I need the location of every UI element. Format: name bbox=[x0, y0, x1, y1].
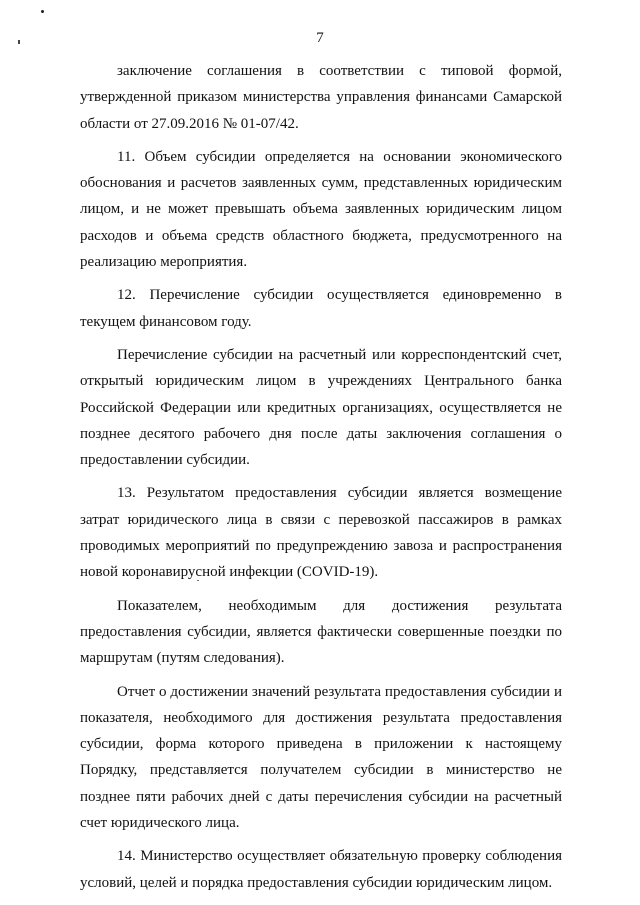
paragraph-transfer: Перечисление субсидии на расчетный или корреспондентский счет, открытый юридическим лицом в учреждениях Центрального банка Российской Федерации или кредитных организациях, осуществляется не позднее десятого рабочего дня после даты заключения соглашения о предоставлении субсидии. bbox=[80, 346, 562, 469]
paragraph-report: Отчет о достижении значений результата предоставления субсидии и показателя, необходимого для достижения результата предоставления субсидии, форма которого приведена в приложении к настоящему Порядку, представляется получателем субсидии в министерство не позднее пяти рабочих дней с даты перечисления субсидии на расчетный счет юридического лица. bbox=[80, 683, 562, 832]
paragraph-13: 13. Результатом предоставления субсидии является возмещение затрат юридического лица в связи с перевозкой пассажиров в рамках проводимых мероприятий по предупреждению завоза и распространения новой коронавирусной инфекции (COVID-19). bbox=[80, 485, 562, 581]
document-body bbox=[80, 58, 562, 896]
paragraph-12: 12. Перечисление субсидии осуществляется единовременно в текущем финансовом году. bbox=[80, 287, 562, 330]
paragraph-indicator: Показателем, необходимым для достижения результата предоставления субсидии, является фактически совершенные поездки по маршрутам (путям следования). bbox=[80, 597, 562, 667]
scan-speck bbox=[41, 10, 44, 13]
paragraph-continuation: заключение соглашения в соответствии с типовой формой, утвержденной приказом министерства управления финансами Самарской области от 27.09.2016 № 01-07/42. bbox=[80, 63, 562, 132]
paragraph-14: 14. Министерство осуществляет обязательную проверку соблюдения условий, целей и порядка предоставления субсидии юридическим лицом. bbox=[80, 848, 562, 891]
page-number: 7 bbox=[316, 30, 324, 46]
paragraph-11: 11. Объем субсидии определяется на основании экономического обоснования и расчетов заявленных сумм, представленных юридическим лицом, и не может превышать объема заявленных юридическим лицом расходов и объема средств областного бюджета, предусмотренного на реализацию мероприятия. bbox=[80, 148, 562, 271]
